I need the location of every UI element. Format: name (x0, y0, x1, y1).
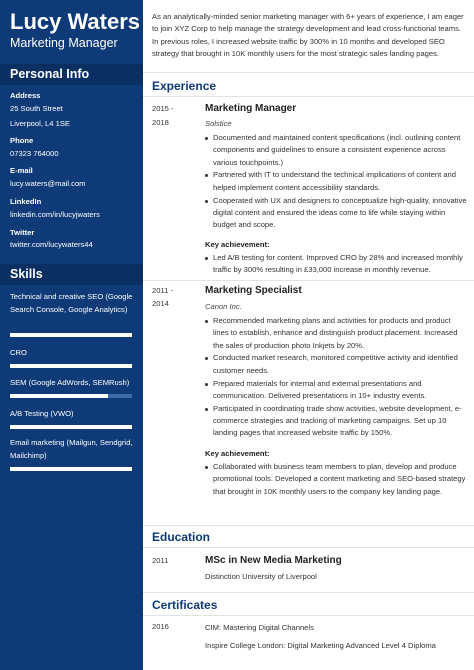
education-year: 2011 (152, 556, 169, 565)
candidate-name: Lucy Waters (10, 9, 141, 34)
certificates-heading: Certificates (152, 598, 218, 612)
list-item: Conducted market research, monitored competitive activity and identified customer needs. (205, 352, 467, 377)
list-item: Partnered with IT to understand the technical implications of content and helped implement content accessibility standards. (205, 169, 467, 194)
job-date-start: 2011 - (152, 286, 173, 295)
skill-bar (10, 333, 132, 337)
section-divider (143, 592, 474, 593)
twitter-label: Twitter (10, 228, 35, 237)
phone-label: Phone (10, 136, 34, 145)
skill-name: CRO (10, 348, 27, 357)
job-divider (143, 280, 474, 281)
list-item: Led A/B testing for content. Improved CRO by 28% and increased monthly traffic by 300% resulting in £33,000 increase in monthly revenue. (205, 252, 467, 277)
list-item: Prepared materials for internal and external presentations and communication. Delivered presentations in 10+ industry events. (205, 378, 467, 403)
skill-bar (10, 467, 132, 471)
list-item: Collaborated with business team members to plan, develop and produce promotional tools. Developed a content marketing and SEO-based strategy that brought in 10K monthly users to the company key landing page. (205, 461, 467, 498)
skill-bar-fill (10, 333, 132, 337)
job-company: Solstice (205, 119, 232, 128)
education-detail: Distinction University of Liverpool (205, 572, 317, 581)
job-bullets (205, 132, 467, 232)
section-divider (143, 525, 474, 526)
skill-bar (10, 364, 132, 368)
job-company: Canon Inc. (205, 302, 242, 311)
skill-bar (10, 394, 132, 398)
phone-value: 07323 764000 (10, 149, 59, 158)
sidebar (0, 0, 143, 670)
skill-bar-fill (10, 425, 132, 429)
main-content (143, 0, 474, 670)
section-divider (143, 547, 474, 548)
list-item: Participated in coordinating trade show activities, website development, e-commerce strategies and tracking of marketing campaigns. Set up 10 landing pages that increased website traffic by 150%. (205, 403, 467, 440)
job-date-end: 2014 (152, 299, 169, 308)
address-line-1: 25 South Street (10, 104, 63, 113)
job-date-start: 2015 - (152, 104, 174, 113)
skill-name: Email marketing (Mailgun, Sendgrid, Mailchimp) (10, 438, 133, 460)
skill-name: Technical and creative SEO (Google Search Console, Google Analytics) (10, 292, 133, 314)
skill-bar-fill (10, 394, 108, 398)
certificate-item: CIM: Mastering Digital Channels (205, 623, 314, 632)
skill-name: SEM (Google AdWords, SEMRush) (10, 378, 130, 387)
list-item: Recommended marketing plans and activities for products and product lines to establish, enhance and distinguish product placement. Increased the sales of production photo Inkjets by 20%. (205, 315, 467, 352)
linkedin-label: LinkedIn (10, 197, 42, 206)
list-item: Documented and maintained content specifications (incl. outlining content components and guidelines to ensure a consistent experience across various touchpoints.) (205, 132, 467, 169)
certificate-item: Inspire College London: Digital Marketing Advanced Level 4 Diploma (205, 641, 436, 650)
email-label: E-mail (10, 166, 33, 175)
certificate-year: 2016 (152, 622, 169, 631)
skill-name: A/B Testing (VWO) (10, 409, 74, 418)
education-degree: MSc in New Media Marketing (205, 555, 342, 566)
section-divider (143, 72, 474, 73)
job-date-end: 2018 (152, 118, 169, 127)
section-divider (143, 615, 474, 616)
skill-bar-fill (10, 467, 132, 471)
key-achievement-label: Key achievement: (205, 240, 270, 249)
skills-heading: Skills (0, 264, 143, 285)
address-line-2: Liverpool, L4 1SE (10, 119, 70, 128)
email-link[interactable]: lucy.waters@mail.com (10, 179, 86, 188)
summary-text: As an analytically-minded senior marketing manager with 6+ years of experience, I am eager to join XYZ Corp to help manage the strategy development and lead cross-functional teams. In previous roles, I increased website traffic by 300% in 10 months and developed SEO strategy that brought in 10K monthly users for the most strategic sales landing pages. (152, 12, 464, 58)
experience-heading: Experience (152, 79, 217, 93)
job-role: Marketing Manager (205, 103, 297, 114)
skill-bar (10, 425, 132, 429)
personal-info-heading: Personal Info (0, 64, 143, 85)
twitter-link[interactable]: twitter.com/lucywaters44 (10, 240, 93, 249)
job-bullets (205, 315, 467, 440)
key-achievement-bullets (205, 252, 467, 277)
job-role: Marketing Specialist (205, 285, 302, 296)
skill-bar-fill (10, 364, 132, 368)
linkedin-link[interactable]: linkedin.com/in/lucyjwaters (10, 210, 100, 219)
key-achievement-bullets (205, 461, 467, 498)
key-achievement-label: Key achievement: (205, 449, 270, 458)
education-heading: Education (152, 530, 211, 544)
list-item: Cooperated with UX and designers to conceptualize high-quality, innovative digital content and ensured the ideas come to life while staying within budget and scope. (205, 195, 467, 232)
address-label: Address (10, 91, 41, 100)
candidate-title: Marketing Manager (10, 36, 118, 50)
section-divider (143, 96, 474, 97)
